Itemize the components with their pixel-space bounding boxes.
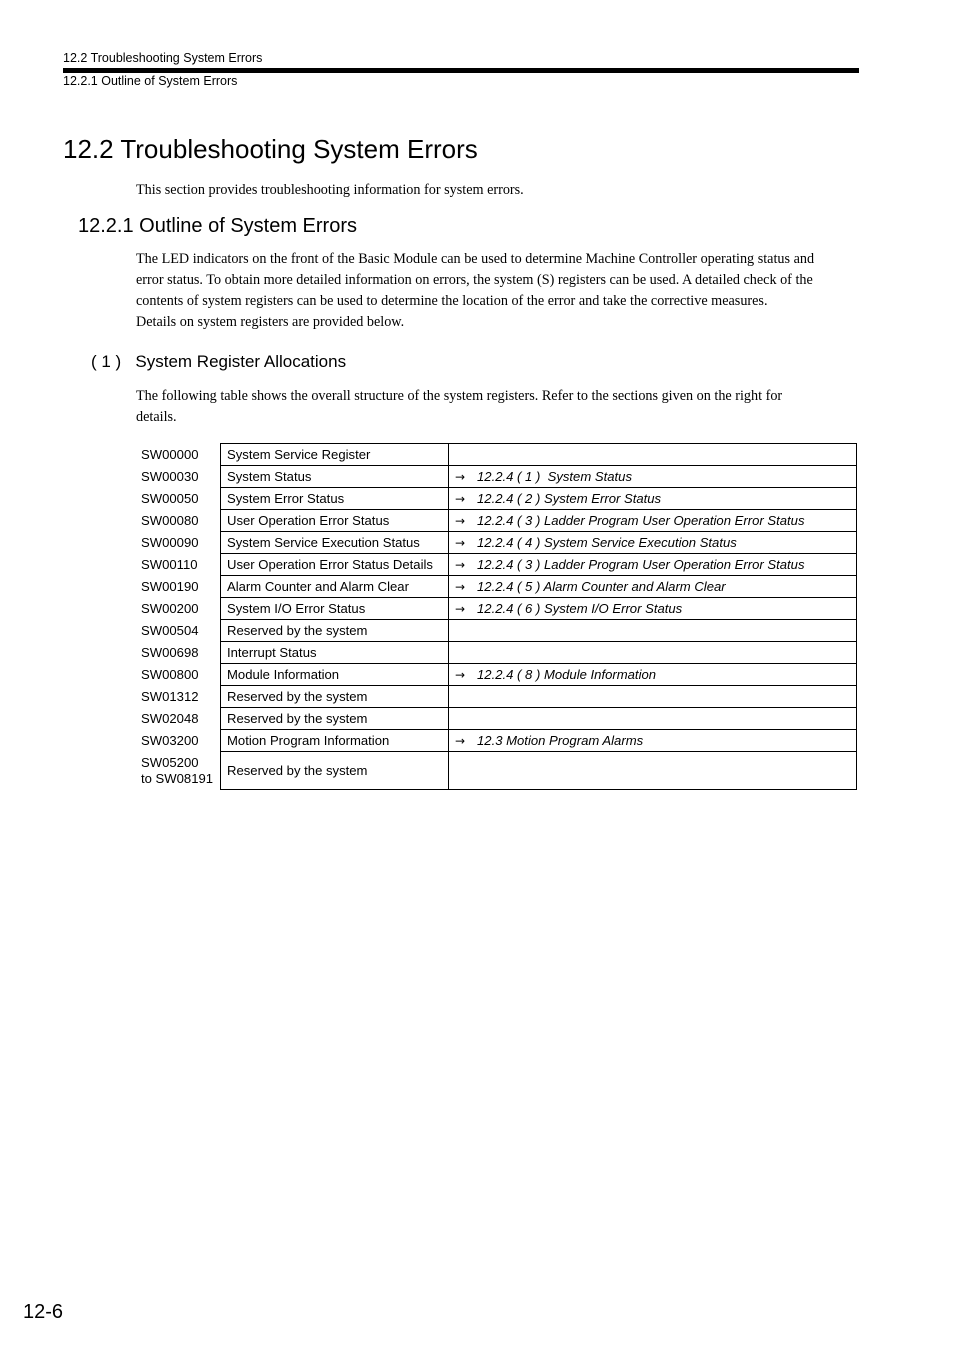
- register-reference: [449, 642, 857, 664]
- table-row: [136, 554, 857, 576]
- register-address-text: SW00080: [141, 512, 199, 528]
- register-address-text: SW03200: [141, 732, 199, 748]
- reference-link-text: 12.2.4 ( 2 ) System Error Status: [477, 490, 662, 506]
- register-name: User Operation Error Status: [221, 510, 449, 532]
- running-header-subsection: 12.2.1 Outline of System Errors: [63, 74, 238, 88]
- register-address: [136, 664, 221, 686]
- running-header-section: 12.2 Troubleshooting System Errors: [63, 51, 263, 65]
- register-reference: [449, 686, 857, 708]
- register-reference: [449, 510, 857, 532]
- reference-link-text: 12.2.4 ( 5 ) Alarm Counter and Alarm Clear: [477, 578, 726, 594]
- right-arrow-icon: →: [455, 513, 466, 528]
- section-title: 12.2 Troubleshooting System Errors: [63, 134, 478, 164]
- register-reference: [449, 730, 857, 752]
- register-reference: [449, 576, 857, 598]
- register-address-text: SW00190: [141, 578, 199, 594]
- register-reference: [449, 554, 857, 576]
- reference-link-text: 12.2.4 ( 6 ) System I/O Error Status: [477, 600, 683, 616]
- register-address: [136, 686, 221, 708]
- table-row: [136, 708, 857, 730]
- register-name: Motion Program Information: [221, 730, 449, 752]
- paragraph-line: Details on system registers are provided below.: [136, 314, 405, 330]
- table-row: [136, 664, 857, 686]
- register-name: System Service Execution Status: [221, 532, 449, 554]
- register-name: Reserved by the system: [221, 708, 449, 730]
- register-address: [136, 510, 221, 532]
- reference-link-text: 12.2.4 ( 8 ) Module Information: [477, 666, 657, 682]
- right-arrow-icon: →: [455, 557, 466, 572]
- register-reference: [449, 466, 857, 488]
- table-row: [136, 488, 857, 510]
- register-reference: [449, 444, 857, 466]
- register-reference: [449, 752, 857, 790]
- register-address-text: SW02048: [141, 710, 199, 726]
- register-name: User Operation Error Status Details: [221, 554, 449, 576]
- register-reference: [449, 664, 857, 686]
- register-name: System Error Status: [221, 488, 449, 510]
- register-address-text: SW00000: [141, 446, 199, 462]
- system-register-table: [136, 443, 857, 790]
- register-name: Module Information: [221, 664, 449, 686]
- reference-link-text: 12.2.4 ( 4 ) System Service Execution Status: [477, 534, 737, 550]
- register-name: Reserved by the system: [221, 686, 449, 708]
- register-name: Alarm Counter and Alarm Clear: [221, 576, 449, 598]
- item-paragraph: [136, 386, 782, 428]
- register-address: [136, 444, 221, 466]
- register-name: System Status: [221, 466, 449, 488]
- register-address-range-end: to SW08191: [141, 770, 214, 786]
- register-reference: [449, 708, 857, 730]
- register-address-text: SW00200: [141, 600, 199, 616]
- register-address-text: SW05200: [141, 754, 199, 770]
- right-arrow-icon: →: [455, 667, 466, 682]
- section-intro: This section provides troubleshooting information for system errors.: [136, 182, 524, 198]
- register-address: [136, 752, 221, 790]
- item-title: ( 1 ) System Register Allocations: [91, 352, 347, 371]
- table-row: [136, 444, 857, 466]
- table-row: [136, 620, 857, 642]
- register-address: [136, 708, 221, 730]
- right-arrow-icon: →: [455, 579, 466, 594]
- register-name: Reserved by the system: [221, 752, 449, 790]
- paragraph-line: details.: [136, 409, 177, 425]
- register-address: [136, 730, 221, 752]
- register-reference: [449, 488, 857, 510]
- register-address-text: SW00090: [141, 534, 199, 550]
- table-row: [136, 598, 857, 620]
- reference-link-text: 12.3 Motion Program Alarms: [477, 732, 644, 748]
- register-address: [136, 554, 221, 576]
- table-row: [136, 510, 857, 532]
- right-arrow-icon: →: [455, 491, 466, 506]
- subsection-paragraph: [136, 249, 814, 333]
- right-arrow-icon: →: [455, 469, 466, 484]
- paragraph-line: error status. To obtain more detailed information on errors, the system (S) registers can be used. A detailed check of the: [136, 272, 813, 288]
- table-row: [136, 532, 857, 554]
- register-address-text: SW00110: [141, 556, 198, 572]
- register-address-text: SW00504: [141, 622, 199, 638]
- right-arrow-icon: →: [455, 535, 466, 550]
- register-address: [136, 576, 221, 598]
- table-row: [136, 576, 857, 598]
- register-reference: [449, 620, 857, 642]
- reference-link-text: 12.2.4 ( 3 ) Ladder Program User Operation Error Status: [477, 512, 805, 528]
- reference-link-text: 12.2.4 ( 1 ) System Status: [477, 468, 633, 484]
- register-name: Interrupt Status: [221, 642, 449, 664]
- paragraph-line: The following table shows the overall structure of the system registers. Refer to the sections given on the right for: [136, 388, 783, 404]
- register-address-text: SW00050: [141, 490, 199, 506]
- register-name: System I/O Error Status: [221, 598, 449, 620]
- paragraph-line: contents of system registers can be used to determine the location of the error and take the corrective measures.: [136, 293, 768, 309]
- header-rule: [63, 68, 859, 73]
- register-address-text: SW01312: [141, 688, 199, 704]
- table-row: [136, 752, 857, 790]
- subsection-title: 12.2.1 Outline of System Errors: [78, 215, 358, 237]
- register-address-text: SW00698: [141, 644, 199, 660]
- register-address: [136, 532, 221, 554]
- register-reference: [449, 532, 857, 554]
- table-row: [136, 686, 857, 708]
- register-name: Reserved by the system: [221, 620, 449, 642]
- table-row: [136, 466, 857, 488]
- register-name: System Service Register: [221, 444, 449, 466]
- register-address: [136, 488, 221, 510]
- register-table-body: [136, 444, 857, 790]
- paragraph-line: The LED indicators on the front of the Basic Module can be used to determine Machine Controller operating status and: [136, 251, 815, 267]
- register-address: [136, 642, 221, 664]
- register-address-text: SW00800: [141, 666, 199, 682]
- right-arrow-icon: →: [455, 733, 466, 748]
- table-row: [136, 642, 857, 664]
- right-arrow-icon: →: [455, 601, 466, 616]
- register-address: [136, 620, 221, 642]
- register-reference: [449, 598, 857, 620]
- page-number: 12-6: [23, 1301, 64, 1323]
- table-row: [136, 730, 857, 752]
- register-address: [136, 466, 221, 488]
- reference-link-text: 12.2.4 ( 3 ) Ladder Program User Operation Error Status: [477, 556, 805, 572]
- register-address: [136, 598, 221, 620]
- register-address-text: SW00030: [141, 468, 199, 484]
